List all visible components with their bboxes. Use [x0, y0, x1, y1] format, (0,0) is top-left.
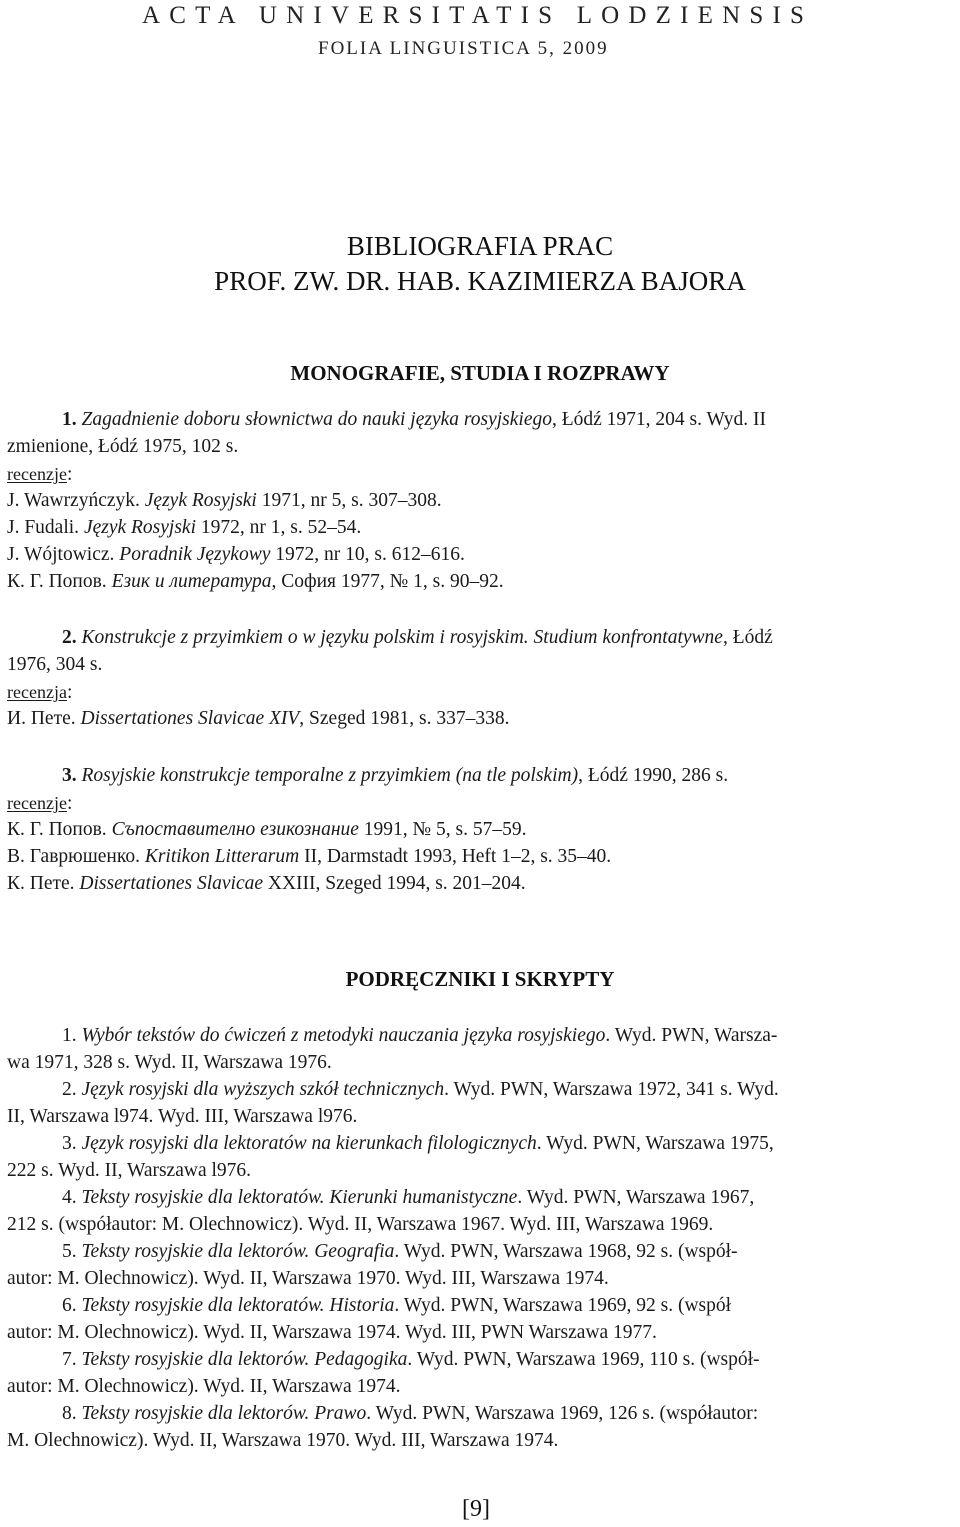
- list-item-cont: 222 s. Wyd. II, Warszawa l976.: [7, 1160, 252, 1181]
- list-item: 3. Język rosyjski dla lektoratów na kierunkach filologicznych. Wyd. PWN, Warszawa 1975,: [62, 1133, 774, 1154]
- review-item: В. Гаврюшенко. Kritikon Litterarum II, Darmstadt 1993, Heft 1–2, s. 35–40.: [7, 846, 612, 867]
- series-title: ACTA UNIVERSITATIS LODZIENSIS: [142, 2, 814, 29]
- list-item-cont: autor: M. Olechnowicz). Wyd. II, Warszawa 1974.: [7, 1376, 401, 1397]
- entry-number: 1.: [62, 409, 77, 430]
- entry-details: , Łódź 1971, 204 s. Wyd. II: [551, 409, 767, 430]
- review-item: J. Fudali. Język Rosyjski 1972, nr 1, s. 52–54.: [7, 517, 362, 538]
- list-item: 4. Teksty rosyjskie dla lektoratów. Kierunki humanistyczne. Wyd. PWN, Warszawa 1967,: [62, 1187, 755, 1208]
- entry-title: Rosyjskie konstrukcje temporalne z przyimkiem (na tle polskim): [81, 765, 579, 786]
- folio-line: FOLIA LINGUISTICA 5, 2009: [318, 38, 609, 59]
- list-item-cont: wa 1971, 328 s. Wyd. II, Warszawa 1976.: [7, 1052, 332, 1073]
- list-item-cont: autor: M. Olechnowicz). Wyd. II, Warszawa 1970. Wyd. III, Warszawa 1974.: [7, 1268, 609, 1289]
- list-item-cont: autor: M. Olechnowicz). Wyd. II, Warszawa 1974. Wyd. III, PWN Warszawa 1977.: [7, 1322, 657, 1343]
- review-item: J. Wawrzyńczyk. Język Rosyjski 1971, nr 5, s. 307–308.: [7, 490, 442, 511]
- reviews-label: recenzje: [7, 793, 67, 813]
- review-item: К. Г. Попов. Съпоставително езикознание 1991, № 5, s. 57–59.: [7, 819, 527, 840]
- review-item: J. Wójtowicz. Poradnik Językowy 1972, nr 10, s. 612–616.: [7, 544, 465, 565]
- section-heading-monographs: MONOGRAFIE, STUDIA I ROZPRAWY: [290, 361, 670, 385]
- entry-continuation: 1976, 304 s.: [7, 654, 103, 675]
- page-title-line1: BIBLIOGRAFIA PRAC: [346, 231, 614, 261]
- list-item: 6. Teksty rosyjskie dla lektoratów. Historia. Wyd. PWN, Warszawa 1969, 92 s. (współ: [62, 1295, 732, 1316]
- entry-title: Konstrukcje z przyimkiem o w języku polskim i rosyjskim. Studium konfrontatywne: [81, 627, 723, 648]
- page-title-line2: PROF. ZW. DR. HAB. KAZIMIERZA BAJORA: [214, 266, 746, 296]
- reviews-label: recenzja: [7, 682, 67, 702]
- list-item-cont: M. Olechnowicz). Wyd. II, Warszawa 1970. Wyd. III, Warszawa 1974.: [7, 1430, 559, 1451]
- list-item-cont: 212 s. (współautor: M. Olechnowicz). Wyd. II, Warszawa 1967. Wyd. III, Warszawa 1969.: [7, 1214, 714, 1235]
- reviews-label: recenzje: [7, 464, 67, 484]
- review-item: И. Пете. Dissertationes Slavicae XIV, Szeged 1981, s. 337–338.: [7, 708, 510, 729]
- list-item: 1. Wybór tekstów do ćwiczeń z metodyki nauczania języka rosyjskiego. Wyd. PWN, Warsza-: [62, 1025, 778, 1046]
- entry-continuation: zmienione, Łódź 1975, 102 s.: [7, 436, 239, 457]
- list-item-cont: II, Warszawa l974. Wyd. III, Warszawa l976.: [7, 1106, 358, 1127]
- entry-details: , Łódź 1990, 286 s.: [578, 765, 729, 786]
- list-item: 7. Teksty rosyjskie dla lektorów. Pedagogika. Wyd. PWN, Warszawa 1969, 110 s. (współ-: [62, 1349, 760, 1370]
- review-item: К. Г. Попов. Език и литература, София 1977, № 1, s. 90–92.: [7, 571, 504, 592]
- list-item: 5. Teksty rosyjskie dla lektorów. Geografia. Wyd. PWN, Warszawa 1968, 92 s. (współ-: [62, 1241, 738, 1262]
- list-item: 8. Teksty rosyjskie dla lektorów. Prawo. Wyd. PWN, Warszawa 1969, 126 s. (współautor:: [62, 1403, 759, 1424]
- list-item: 2. Język rosyjski dla wyższych szkół technicznych. Wyd. PWN, Warszawa 1972, 341 s. Wyd.: [62, 1079, 779, 1100]
- entry-number: 2.: [62, 627, 77, 648]
- page-number: [9]: [462, 1496, 490, 1522]
- review-item: К. Пете. Dissertationes Slavicae XXIII, Szeged 1994, s. 201–204.: [7, 873, 526, 894]
- entry-details: , Łódź: [722, 627, 773, 648]
- entry-title: Zagadnienie doboru słownictwa do nauki języka rosyjskiego: [81, 409, 552, 430]
- section-heading-textbooks: PODRĘCZNIKI I SKRYPTY: [345, 967, 615, 991]
- entry-number: 3.: [62, 765, 77, 786]
